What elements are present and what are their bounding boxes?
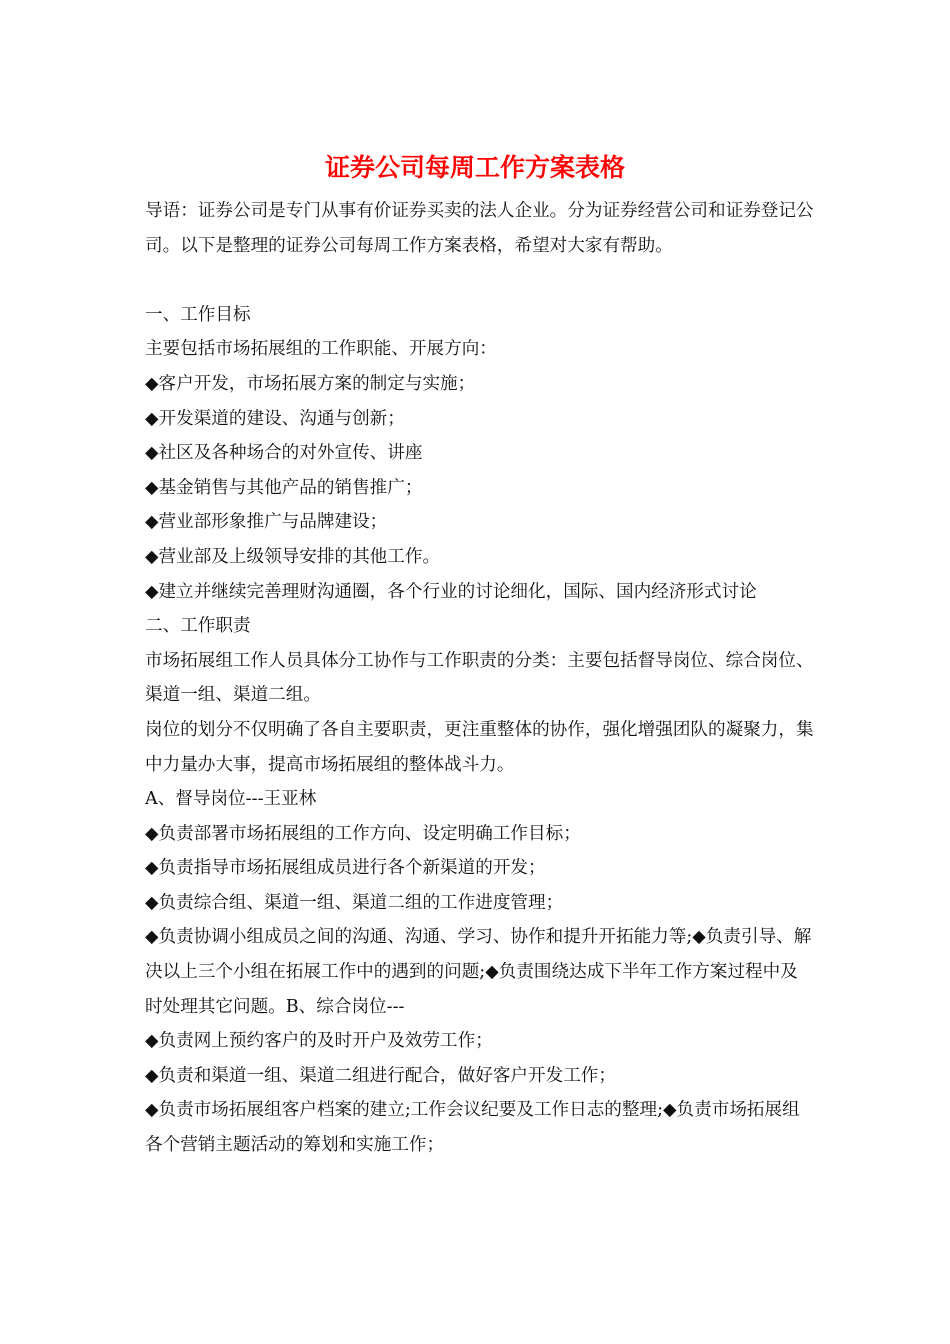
bullet-item: ◆社区及各种场合的对外宣传、讲座 (145, 443, 423, 464)
bullet-item: ◆负责综合组、渠道一组、渠道二组的工作进度管理； (145, 892, 564, 913)
bullet-item: ◆负责指导市场拓展组成员进行各个新渠道的开发； (145, 858, 546, 879)
paragraph: 岗位的划分不仅明确了各自主要职责，更注重整体的协作，强化增强团队的凝聚力，集中力量办大事，提高市场拓展组的整体战斗力。 (145, 719, 814, 775)
bullet-item: ◆负责市场拓展组客户档案的建立;工作会议纪要及工作日志的整理;◆负责市场拓展组各个营销主题活动的筹划和实施工作； (145, 1100, 800, 1156)
intro-paragraph: 导语：证券公司是专门从事有价证券买卖的法人企业。分为证券经营公司和证券登记公司。以下是整理的证券公司每周工作方案表格，希望对大家有帮助。 (145, 201, 814, 256)
bullet-item: ◆负责部署市场拓展组的工作方向、设定明确工作目标； (145, 823, 581, 844)
bullet-item: ◆负责网上预约客户的及时开户及效劳工作； (145, 1031, 493, 1052)
bullet-item: ◆营业部及上级领导安排的其他工作。 (145, 546, 441, 567)
bullet-item: ◆建立并继续完善理财沟通圈，各个行业的讨论细化，国际、国内经济形式讨论 (145, 581, 757, 602)
section-heading: 二、工作职责 (145, 616, 251, 637)
document-body (145, 194, 815, 1163)
bullet-item: ◆负责和渠道一组、渠道二组进行配合，做好客户开发工作； (145, 1065, 616, 1086)
blank-line (145, 263, 815, 298)
bullet-item: ◆营业部形象推广与品牌建设； (145, 512, 388, 533)
bullet-item: ◆客户开发，市场拓展方案的制定与实施； (145, 373, 476, 394)
paragraph: 市场拓展组工作人员具体分工协作与工作职责的分类：主要包括督导岗位、综合岗位、渠道一组、渠道二组。 (145, 650, 814, 706)
document-title: 证券公司每周工作方案表格 (324, 153, 625, 182)
subsection-heading: A、督导岗位---王亚林 (145, 789, 317, 810)
section-heading: 一、工作目标 (145, 304, 251, 325)
bullet-item: ◆开发渠道的建设、沟通与创新； (145, 408, 405, 429)
bullet-item: ◆负责协调小组成员之间的沟通、沟通、学习、协作和提升开拓能力等;◆负责引导、解决以上三个小组在拓展工作中的遇到的问题;◆负责围绕达成下半年工作方案过程中及时处理其它问题。B、综合岗位--- (145, 927, 812, 1017)
paragraph: 主要包括市场拓展组的工作职能、开展方向： (145, 339, 497, 360)
bullet-item: ◆基金销售与其他产品的销售推广； (145, 477, 423, 498)
